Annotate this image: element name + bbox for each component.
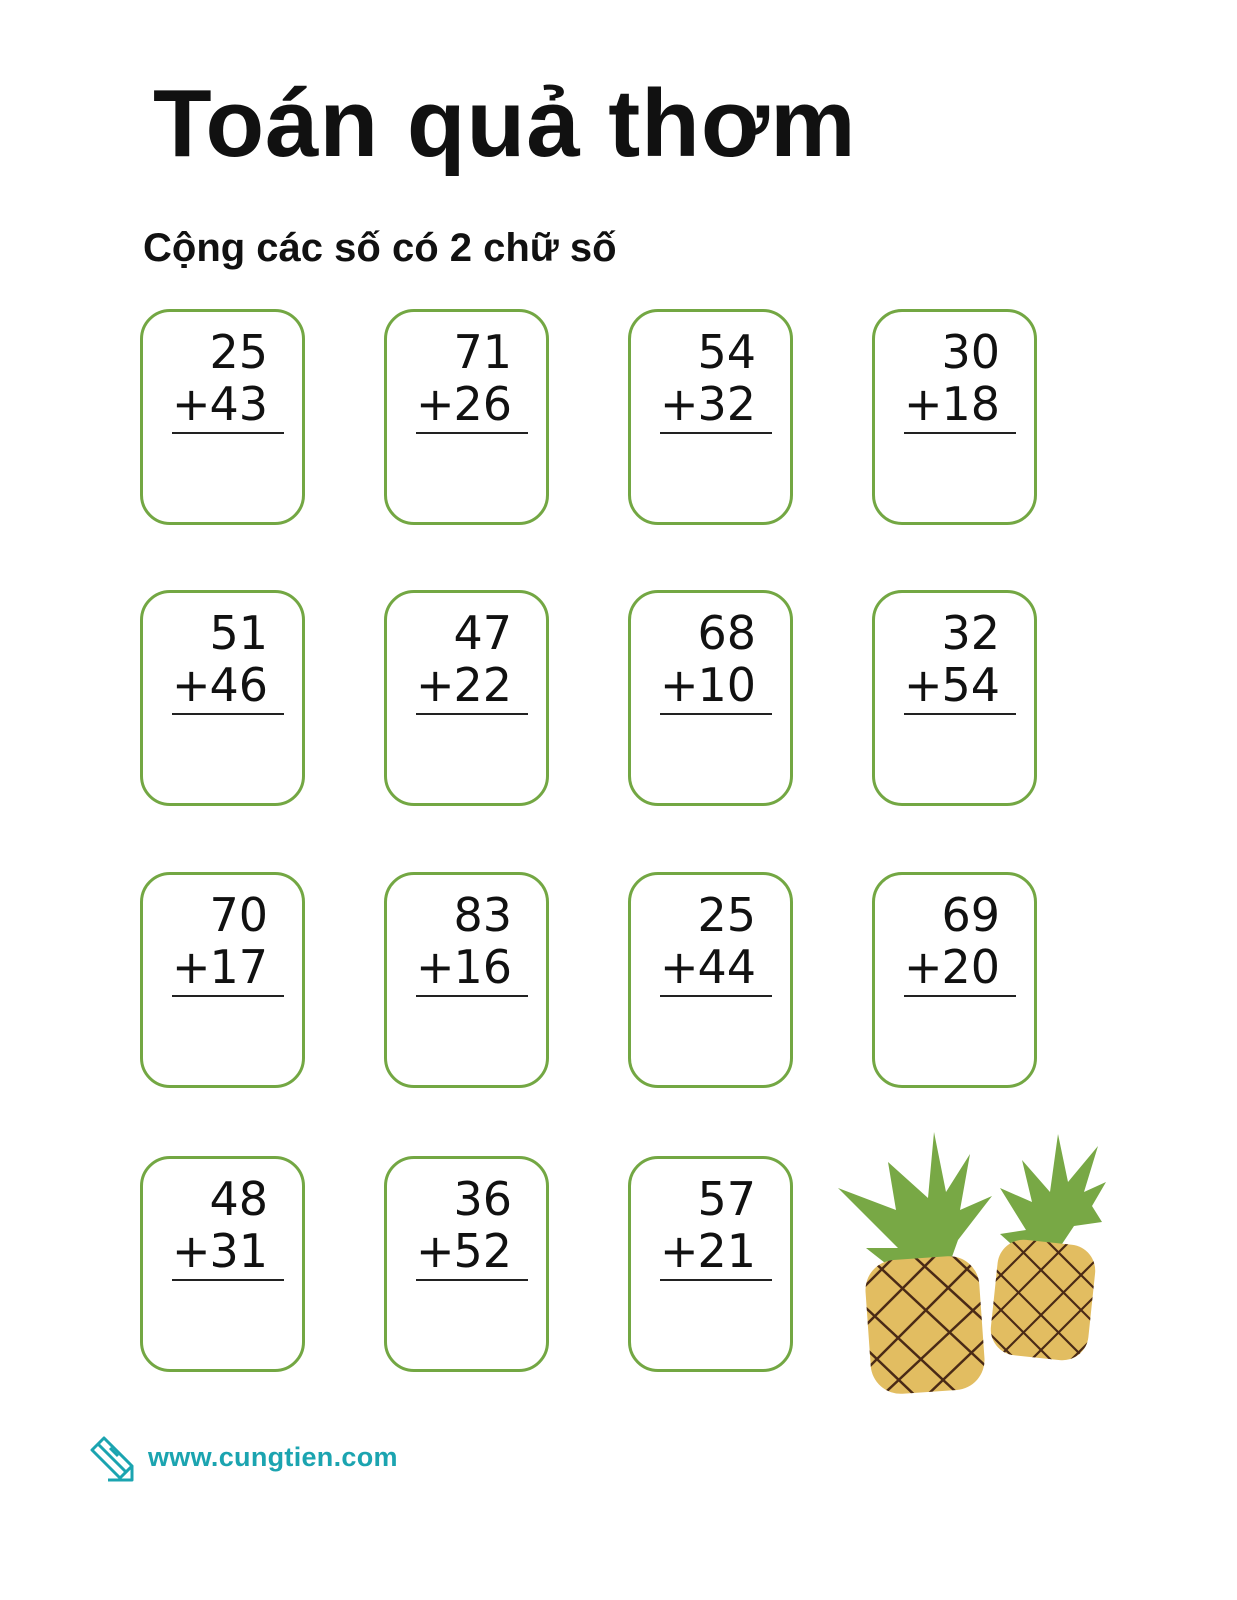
addend-top: 70 [209, 888, 268, 942]
plus-sign: + [904, 658, 943, 712]
addend-top: 83 [453, 888, 512, 942]
addend-bottom: 22 [453, 658, 512, 712]
addition-problem [172, 607, 284, 715]
problem-card [628, 309, 793, 525]
addition-problem [416, 1173, 528, 1281]
plus-sign: + [660, 1224, 699, 1278]
addend-bottom: 52 [453, 1224, 512, 1278]
problem-card [872, 872, 1037, 1088]
addition-problem [660, 607, 772, 715]
answer-line [660, 713, 772, 715]
plus-sign: + [416, 658, 455, 712]
answer-line [660, 432, 772, 434]
page-title: Toán quả thơm [153, 70, 857, 177]
addend-bottom-row [660, 378, 772, 430]
addend-top: 25 [697, 888, 756, 942]
plus-sign: + [660, 658, 699, 712]
addend-bottom: 32 [697, 377, 756, 431]
pineapple-leaf [1000, 1134, 1106, 1252]
answer-line [904, 995, 1016, 997]
addend-top: 57 [697, 1172, 756, 1226]
plus-sign: + [904, 940, 943, 994]
answer-line [172, 713, 284, 715]
plus-sign: + [416, 377, 455, 431]
addend-bottom-row [172, 1225, 284, 1277]
answer-line [904, 432, 1016, 434]
addition-problem [172, 326, 284, 434]
addend-bottom: 43 [209, 377, 268, 431]
addend-bottom-row [416, 941, 528, 993]
plus-sign: + [416, 940, 455, 994]
addend-bottom-row [904, 659, 1016, 711]
problem-card [628, 872, 793, 1088]
addend-bottom: 44 [697, 940, 756, 994]
answer-line [660, 995, 772, 997]
page-subtitle: Cộng các số có 2 chữ số [143, 226, 617, 270]
plus-sign: + [416, 1224, 455, 1278]
addend-bottom-row [904, 378, 1016, 430]
problem-card [140, 309, 305, 525]
addend-top: 47 [453, 606, 512, 660]
addend-bottom-row [416, 1225, 528, 1277]
addend-bottom-row [660, 941, 772, 993]
addend-bottom: 16 [453, 940, 512, 994]
addition-problem [172, 889, 284, 997]
addend-bottom-row [416, 659, 528, 711]
plus-sign: + [660, 377, 699, 431]
pineapple-illustration [836, 1130, 1116, 1400]
answer-line [416, 713, 528, 715]
addition-problem [416, 326, 528, 434]
addend-top: 32 [941, 606, 1000, 660]
addition-problem [904, 889, 1016, 997]
problem-card [384, 872, 549, 1088]
plus-sign: + [660, 940, 699, 994]
addend-bottom: 20 [941, 940, 1000, 994]
problem-card [628, 590, 793, 806]
addend-bottom: 54 [941, 658, 1000, 712]
plus-sign: + [172, 658, 211, 712]
website-link[interactable]: www.cungtien.com [148, 1442, 398, 1472]
addition-problem [904, 607, 1016, 715]
answer-line [660, 1279, 772, 1281]
addend-top: 25 [209, 325, 268, 379]
problem-card [140, 872, 305, 1088]
addend-bottom: 10 [697, 658, 756, 712]
answer-line [416, 995, 528, 997]
answer-line [172, 995, 284, 997]
addend-bottom: 17 [209, 940, 268, 994]
plus-sign: + [172, 940, 211, 994]
addition-problem [416, 889, 528, 997]
answer-line [172, 432, 284, 434]
problem-card [140, 590, 305, 806]
addend-bottom-row [172, 378, 284, 430]
problem-card [384, 1156, 549, 1372]
addend-bottom: 18 [941, 377, 1000, 431]
addend-bottom: 31 [209, 1224, 268, 1278]
addend-bottom-row [660, 1225, 772, 1277]
pineapple-leaf [838, 1132, 992, 1270]
addend-top: 54 [697, 325, 756, 379]
addition-problem [660, 326, 772, 434]
addition-problem [172, 1173, 284, 1281]
addend-bottom-row [172, 659, 284, 711]
addend-top: 68 [697, 606, 756, 660]
pineapple-body [988, 1237, 1098, 1363]
pineapple-body [863, 1254, 986, 1396]
problem-card [628, 1156, 793, 1372]
plus-sign: + [172, 1224, 211, 1278]
problem-card [384, 590, 549, 806]
addend-bottom-row [172, 941, 284, 993]
addition-problem [416, 607, 528, 715]
answer-line [416, 432, 528, 434]
addition-problem [904, 326, 1016, 434]
plus-sign: + [172, 377, 211, 431]
answer-line [416, 1279, 528, 1281]
addend-top: 48 [209, 1172, 268, 1226]
addend-top: 36 [453, 1172, 512, 1226]
answer-line [172, 1279, 284, 1281]
addend-top: 51 [209, 606, 268, 660]
addend-bottom: 26 [453, 377, 512, 431]
addend-top: 69 [941, 888, 1000, 942]
addend-bottom-row [416, 378, 528, 430]
plus-sign: + [904, 377, 943, 431]
answer-line [904, 713, 1016, 715]
addend-bottom-row [904, 941, 1016, 993]
problem-card [872, 590, 1037, 806]
problem-card [872, 309, 1037, 525]
pencil-paper-icon [88, 1436, 138, 1486]
addition-problem [660, 889, 772, 997]
addend-top: 71 [453, 325, 512, 379]
addend-bottom: 21 [697, 1224, 756, 1278]
problem-card [140, 1156, 305, 1372]
addend-bottom: 46 [209, 658, 268, 712]
problem-card [384, 309, 549, 525]
addition-problem [660, 1173, 772, 1281]
addend-bottom-row [660, 659, 772, 711]
addend-top: 30 [941, 325, 1000, 379]
